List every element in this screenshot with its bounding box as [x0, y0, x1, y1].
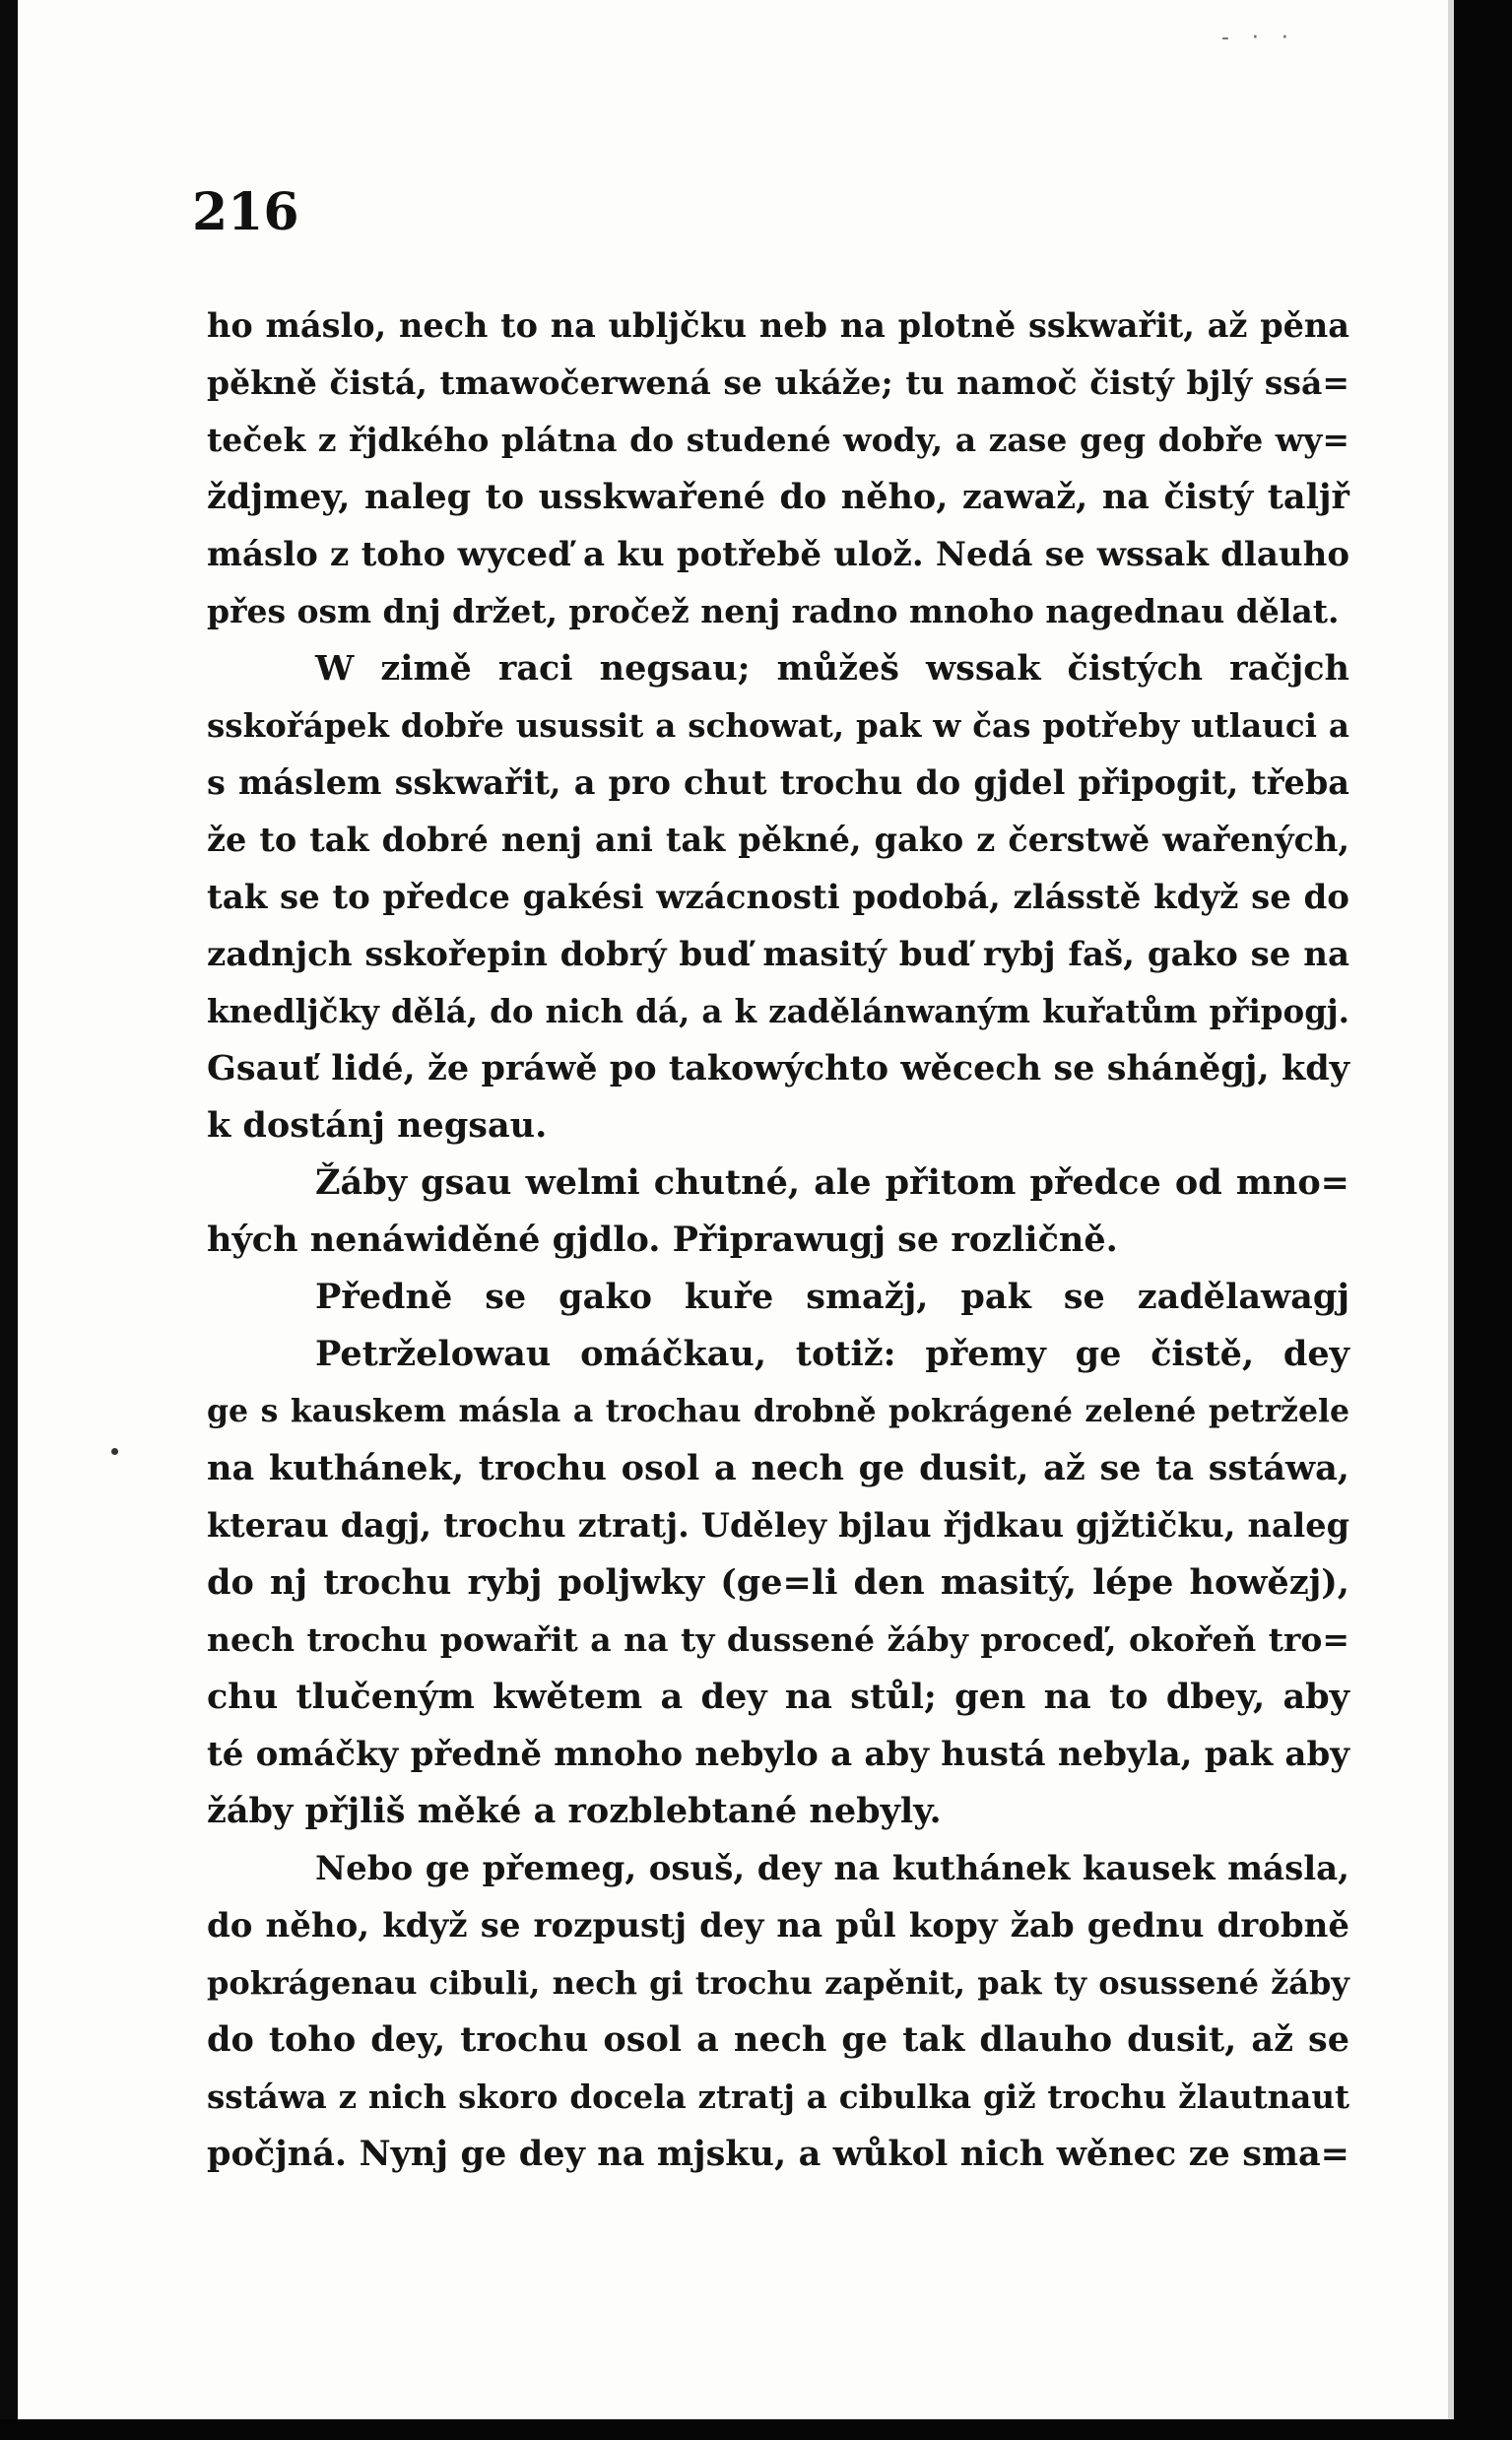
text-line: s máslem sskwařit, a pro chut trochu do gjdel připogit, třeba	[207, 763, 1349, 802]
text-line: do nj trochu rybj poljwky (ge=li den masitý, lépe howězj),	[207, 1562, 1349, 1603]
text-line: do něho, když se rozpustj dey na půl kopy žab gednu drobně	[207, 1906, 1349, 1945]
text-line: Petrželowau omáčkau, totiž: přemy ge čistě, dey	[315, 1334, 1349, 1374]
text-line: počjná. Nynj ge dey na mjsku, a wůkol nich wěnec ze sma=	[207, 2134, 1349, 2174]
text-line: sstáwa z nich skoro docela ztratj a cibulka giž trochu žlautnaut	[207, 2077, 1349, 2116]
text-line: Předně se gako kuře smažj, pak se zadělawagj	[315, 1277, 1349, 1317]
text-line: nech trochu powařit a na ty dussené žáby proceď, okořeň tro=	[207, 1620, 1349, 1659]
text-line: teček z řjdkého plátna do studené wody, a zase geg dobře wy=	[207, 421, 1349, 459]
body-text	[207, 297, 1349, 2183]
text-line: pěkně čistá, tmawočerwená se ukáže; tu namoč čistý bjlý ssá=	[207, 363, 1349, 402]
text-line: máslo z toho wyceď a ku potřebě ulož. Nedá se wssak dlauho	[207, 535, 1349, 574]
text-line: ho máslo, nech to na ublјčku neb na plotně sskwařit, až pěna	[207, 306, 1349, 345]
text-line: Gsauť lidé, že práwě po takowýchto wěcech se sháněgj, kdy	[207, 1048, 1349, 1088]
text-line: na kuthánek, trochu osol a nech ge dusit, až se ta sstáwa,	[207, 1448, 1349, 1488]
text-line: zadnjch sskořepin dobrý buď masitý buď rybj faš, gako se na	[207, 935, 1349, 974]
text-line: knedljčky dělá, do nich dá, a k zadělánwaným kuřatům připogj.	[207, 992, 1349, 1030]
margin-dot	[111, 1448, 118, 1455]
text-line: do toho dey, trochu osol a nech ge tak dlauho dusit, až se	[207, 2019, 1349, 2060]
text-line: sskořápek dobře usussit a schowat, pak w čas potřeby utlauci a	[207, 706, 1349, 745]
text-line: k dostánj negsau.	[207, 1105, 548, 1146]
text-line: hých nenáwiděné gjdlo. Připrawugj se rozličně.	[207, 1220, 1118, 1260]
text-line: žáby přjliš měké a rozblebtané nebyly.	[207, 1791, 942, 1831]
text-line: té omáčky předně mnoho nebylo a aby hustá nebyla, pak aby	[207, 1735, 1349, 1774]
text-line: přes osm dnj držet, pročež nenj radno mnoho nagednau dělat.	[207, 592, 1340, 630]
text-line: ždjmey, naleg to usskwařené do něho, zawaž, na čistý taljř	[207, 477, 1349, 517]
scan-border-bottom	[0, 2419, 1512, 2440]
page-number: 216	[192, 182, 299, 242]
text-line: Nebo ge přemeg, osuš, dey na kuthánek kausek másla,	[315, 1849, 1349, 1888]
text-line: ge s kauskem másla a trochau drobně pokrágené zelené petržele	[207, 1393, 1349, 1429]
scan-border-right	[1454, 0, 1512, 2440]
text-line: pokrágenau cibuli, nech gi trochu zapěnit, pak ty osussené žáby	[207, 1964, 1349, 2002]
text-line: kterau dagj, trochu ztratj. Uděley bjlau řjdkau gjžtičku, naleg	[207, 1506, 1349, 1545]
scan-specks: - · ·	[1221, 26, 1296, 50]
text-line: chu tlučeným kwětem a dey na stůl; gen na to dbey, aby	[207, 1677, 1349, 1717]
text-line: W zimě raci negsau; můžeš wssak čistých račjch	[315, 648, 1349, 689]
text-line: tak se to předce gakési wzácnosti podobá, zlásstě když se do	[207, 878, 1349, 917]
text-line: že to tak dobré nenj ani tak pěkné, gako z čerstwě wařených,	[207, 821, 1349, 859]
text-line: Žáby gsau welmi chutné, ale přitom předce od mno=	[315, 1162, 1349, 1203]
